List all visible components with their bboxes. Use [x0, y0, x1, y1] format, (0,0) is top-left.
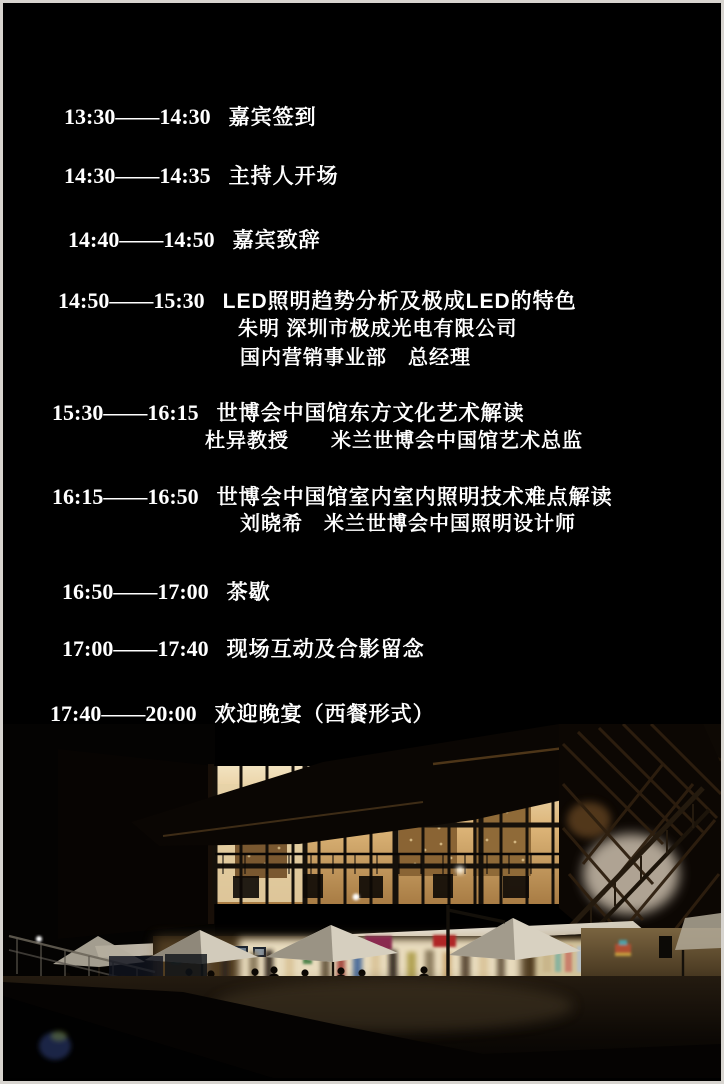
event-time: 14:30——14:35 [64, 163, 211, 188]
schedule-row [62, 636, 425, 665]
event-time: 16:15——16:50 [52, 484, 199, 509]
event-title: 主持人开场 [228, 165, 339, 188]
event-time: 15:30——16:15 [52, 400, 199, 425]
schedule-row [52, 484, 613, 513]
event-detail: 朱明 深圳市极成光电有限公司 [238, 318, 518, 340]
event-time: 17:40——20:00 [50, 701, 197, 726]
event-title: 嘉宾签到 [228, 106, 317, 129]
event-title: 现场互动及合影留念 [226, 638, 425, 661]
event-title: 欢迎晚宴（西餐形式） [214, 703, 435, 726]
event-time: 13:30——14:30 [64, 104, 211, 129]
schedule-row [58, 288, 577, 317]
event-title: 世博会中国馆东方文化艺术解读 [216, 402, 525, 425]
schedule-row [62, 579, 271, 608]
event-title: 世博会中国馆室内室内照明技术难点解读 [216, 486, 613, 509]
schedule-row [50, 701, 435, 730]
event-detail: 国内营销事业部 总经理 [240, 347, 471, 369]
schedule-row [64, 163, 339, 192]
event-time: 14:40——14:50 [68, 227, 215, 252]
event-time: 14:50——15:30 [58, 288, 205, 313]
schedule-row [52, 400, 525, 429]
event-detail: 刘晓希 米兰世博会中国照明设计师 [240, 513, 576, 535]
event-detail: 杜异教授 米兰世博会中国馆艺术总监 [205, 430, 583, 452]
schedule-row [68, 227, 321, 256]
event-title: LED照明趋势分析及极成LED的特色 [222, 290, 577, 313]
event-title: 茶歇 [226, 581, 271, 604]
event-time: 17:00——17:40 [62, 636, 209, 661]
event-title: 嘉宾致辞 [232, 229, 321, 252]
event-time: 16:50——17:00 [62, 579, 209, 604]
schedule-row [64, 104, 317, 133]
